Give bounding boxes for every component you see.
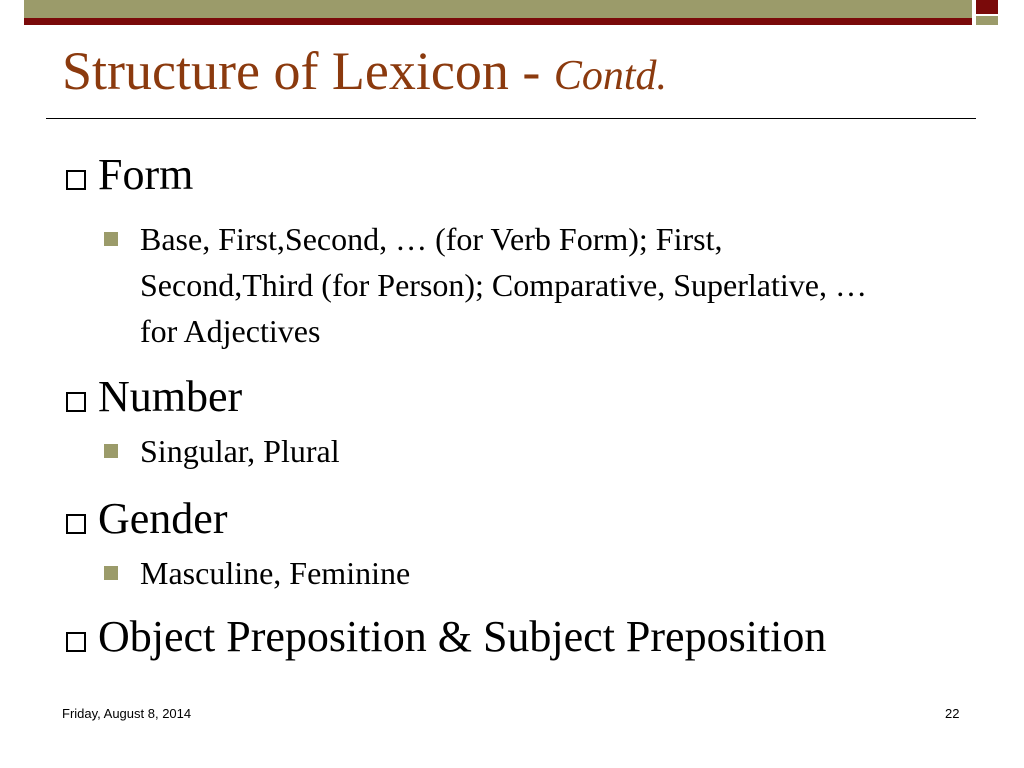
bullet-label: Form bbox=[98, 150, 194, 199]
footer-date: Friday, August 8, 2014 bbox=[62, 706, 192, 721]
hollow-square-bullet-icon bbox=[66, 392, 86, 412]
bullet-object-preposition bbox=[62, 610, 962, 664]
bullet-gender bbox=[62, 492, 962, 546]
corner-decoration-bottom bbox=[976, 16, 998, 25]
slide-content bbox=[62, 148, 962, 664]
bullet-number bbox=[62, 370, 962, 424]
bullet-label: Gender bbox=[98, 494, 228, 543]
bullet-label: Number bbox=[98, 372, 243, 421]
sub-bullet-gender bbox=[104, 550, 962, 596]
top-decorative-band bbox=[24, 0, 972, 18]
hollow-square-bullet-icon bbox=[66, 632, 86, 652]
corner-decoration-top bbox=[976, 0, 998, 14]
square-bullet-icon bbox=[104, 566, 118, 580]
top-decorative-line bbox=[24, 18, 972, 25]
sub-bullet-form bbox=[104, 216, 962, 354]
hollow-square-bullet-icon bbox=[66, 514, 86, 534]
square-bullet-icon bbox=[104, 444, 118, 458]
hollow-square-bullet-icon bbox=[66, 170, 86, 190]
slide-title-main: Structure of Lexicon - bbox=[62, 41, 554, 101]
square-bullet-icon bbox=[104, 232, 118, 246]
title-divider bbox=[46, 118, 976, 119]
bullet-form bbox=[62, 148, 962, 202]
sub-bullet-text: Base, First,Second, … (for Verb Form); First, Second,Third (for Person); Comparative, Superlative, … for Adjectives bbox=[140, 221, 867, 349]
footer-page-number: 22 bbox=[945, 706, 960, 721]
sub-bullet-text: Singular, Plural bbox=[140, 433, 340, 469]
sub-bullet-text: Masculine, Feminine bbox=[140, 555, 411, 591]
slide-title-suffix: Contd. bbox=[553, 53, 668, 99]
slide-title bbox=[62, 38, 667, 109]
sub-bullet-number bbox=[104, 428, 962, 474]
bullet-label: Object Preposition & Subject Preposition bbox=[98, 612, 827, 661]
